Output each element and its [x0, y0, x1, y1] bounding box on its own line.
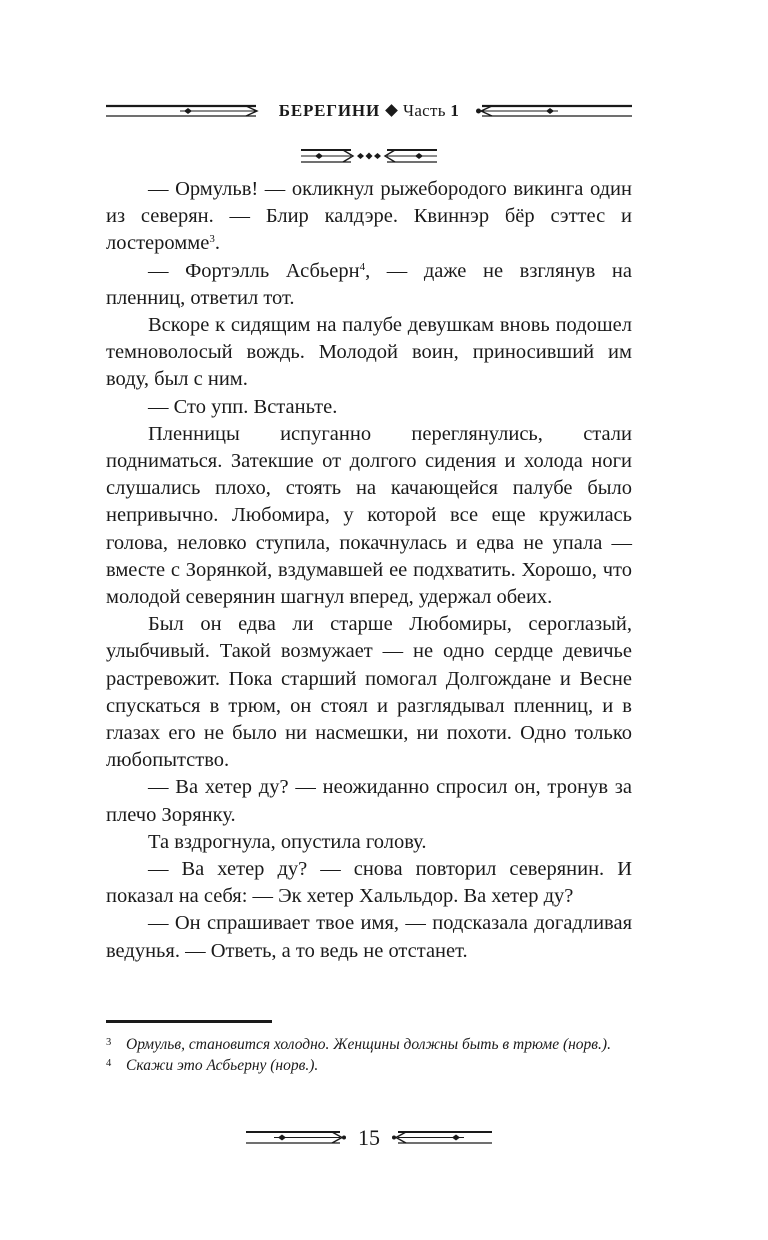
book-title: БЕРЕГИНИ	[278, 101, 380, 120]
running-header	[106, 98, 632, 126]
paragraph: — Он спрашивает твое имя, — подсказала догадливая ведунья. — Ответь, а то ведь не отстанет.	[106, 912, 632, 962]
paragraph: — Ва хетер ду? — снова повторил северянин. И показал на себя: — Эк хетер Хальльдор. Ва хетер ду?	[106, 858, 632, 908]
paragraph	[106, 258, 632, 312]
footnote	[106, 1055, 632, 1076]
paragraph: Пленницы испуганно переглянулись, стали подниматься. Затекшие от долгого сидения и холода ноги слушались плохо, стоять на качающейся палубе было непривычно. Любомира, у которой все еще кружилась голова, неловко ступила, покачнулась и едва не упала — вместе с Зорянкой, вздумавшей ее подхватить. Хорошо, что молодой северянин шагнул вперед, удержал обеих.	[106, 422, 632, 609]
footnote-mark: 3	[106, 1037, 112, 1048]
paragraph-tail: .	[214, 232, 220, 255]
footnote-rule	[106, 1020, 272, 1023]
paragraph: Та вздрогнула, опустила голову.	[148, 830, 427, 853]
chapter-divider-ornament	[301, 146, 437, 166]
page-folio	[246, 1125, 492, 1153]
paragraph-text: — Фортэлль Асбьерн	[148, 259, 360, 282]
footnote-text: Скажи это Асбьерну (норв.).	[126, 1057, 319, 1074]
footnote-ref: 3	[209, 233, 215, 246]
footnote-text: Ормульв, становится холодно. Женщины должны быть в трюме (норв.).	[126, 1036, 611, 1053]
footnote	[106, 1034, 632, 1055]
diamond-icon	[385, 104, 398, 117]
paragraph: — Сто упп. Встаньте.	[148, 395, 338, 418]
footnote-ref: 4	[359, 260, 366, 273]
header-text	[266, 101, 472, 121]
part-label: Часть	[402, 101, 446, 120]
paragraph-text: — Ормульв! — окликнул рыжебородого викинга один из северян. — Блир калдэре. Квиннэр бёр сэттес и лостеромме	[106, 178, 632, 255]
footnotes	[106, 1034, 632, 1076]
body-text	[106, 176, 632, 965]
folio-ornament-right	[392, 1128, 492, 1148]
paragraph: — Ва хетер ду? — неожиданно спросил он, тронув за плечо Зорянку.	[106, 776, 632, 826]
folio-ornament-left	[246, 1128, 346, 1148]
paragraph: Вскоре к сидящим на палубе девушкам вновь подошел темноволосый вождь. Молодой воин, приносивший им воду, был с ним.	[106, 314, 632, 391]
part-number: 1	[450, 101, 460, 120]
header-ornament-left	[106, 100, 262, 122]
header-ornament-right	[476, 100, 632, 122]
footnote-mark: 4	[106, 1058, 112, 1069]
page-number: 15	[358, 1125, 380, 1150]
paragraph: Был он едва ли старше Любомиры, сероглазый, улыбчивый. Такой возмужает — не одно сердце девичье растревожит. Пока старший помогал Долгождане и Весне спускаться в трюм, он стоял и разглядывал пленниц, и в глазах его не было ни насмешки, ни похоти. Одно только любопытство.	[106, 613, 632, 772]
paragraph-tail: , — даже не взглянув на пленниц, ответил тот.	[106, 259, 632, 309]
paragraph	[106, 176, 632, 258]
